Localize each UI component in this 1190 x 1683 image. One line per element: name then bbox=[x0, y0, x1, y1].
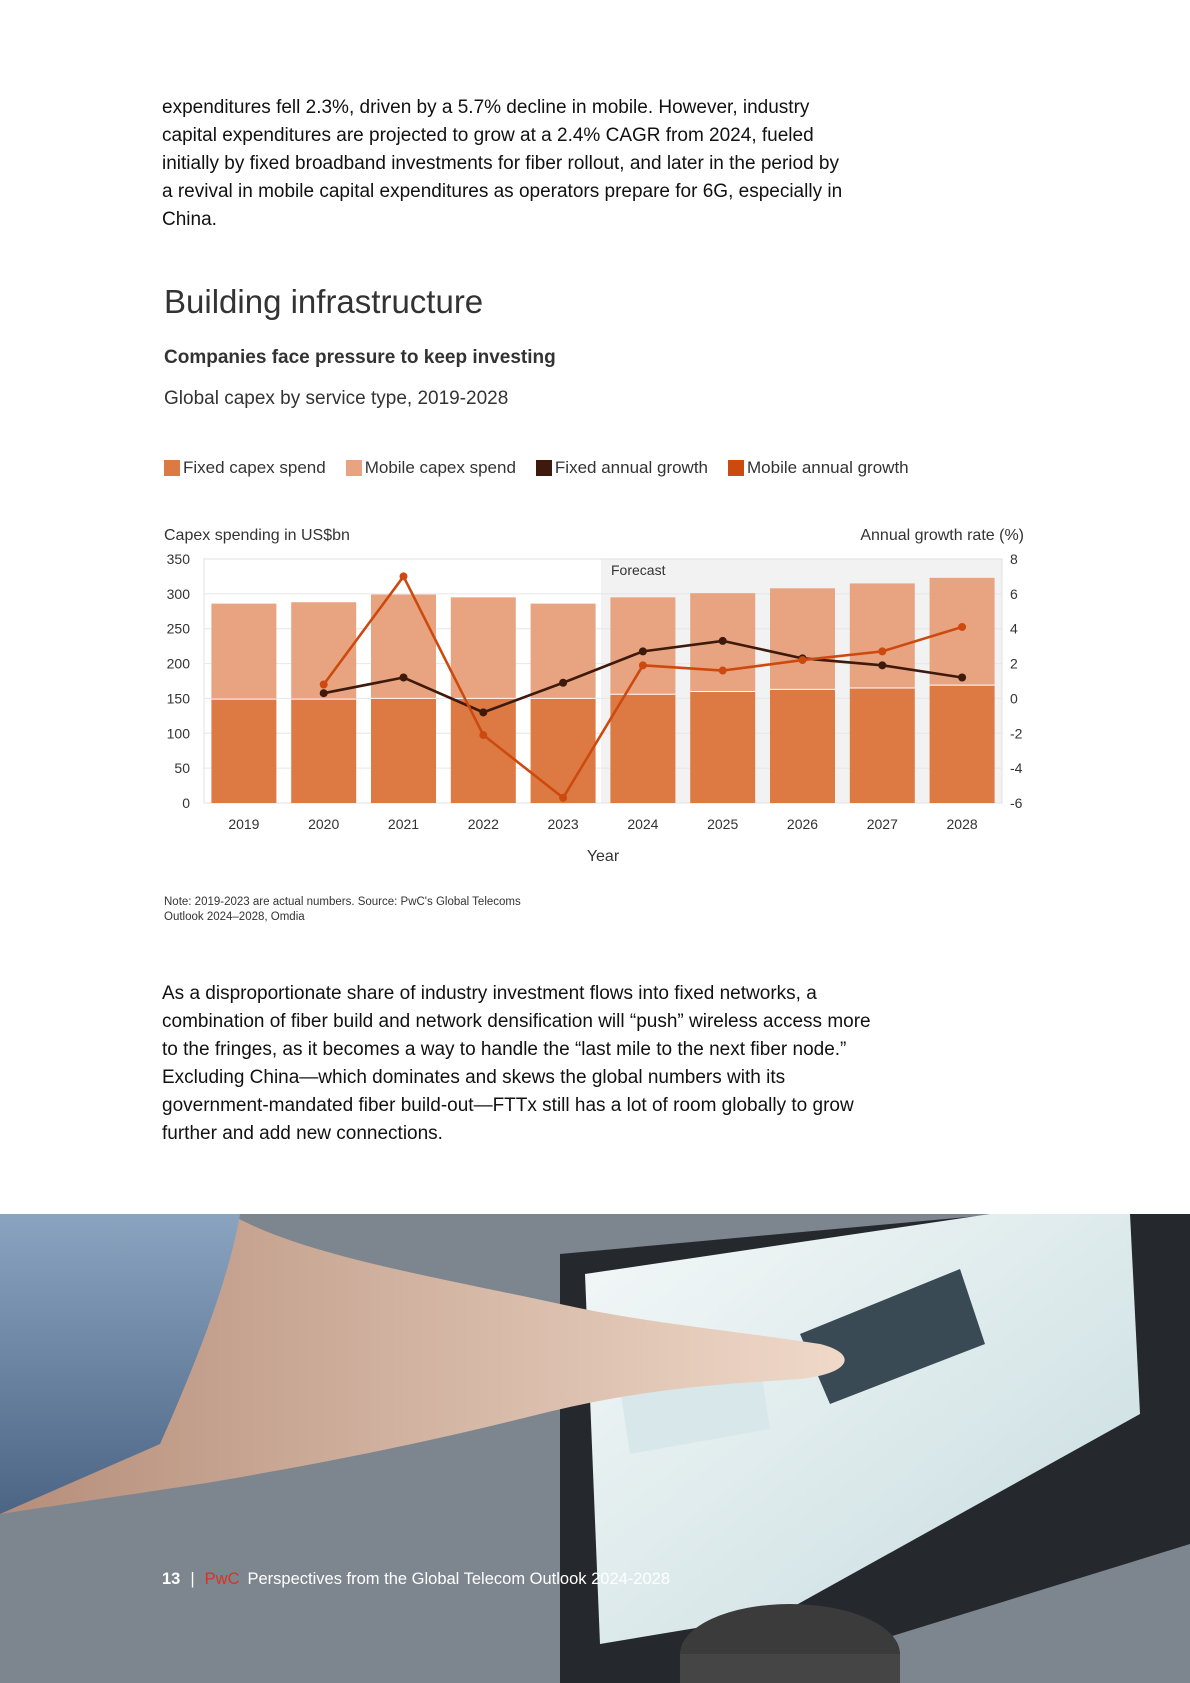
bar-fixed-capex bbox=[850, 688, 915, 803]
mobile-growth-point bbox=[320, 680, 328, 688]
intro-paragraph: expenditures fell 2.3%, driven by a 5.7% decline in mobile. However, industry capital expenditures are projected to grow at a 2.4% CAGR from 2024, fueled initially by fixed broadband investments for fiber rollout, and later in the period by a revival in mobile capital expenditures as operators prepare for 6G, especially in China. bbox=[162, 97, 843, 230]
chart-note: Note: 2019-2023 are actual numbers. Source: PwC's Global Telecoms Outlook 2024–2028, Omdia bbox=[164, 896, 521, 923]
legend-item-mobile-capex bbox=[346, 458, 516, 478]
capex-chart bbox=[0, 520, 1190, 870]
chart-subtitle: Global capex by service type, 2019-2028 bbox=[164, 388, 509, 409]
legend-label-mobile-capex: Mobile capex spend bbox=[364, 458, 516, 477]
y2-tick-label: -4 bbox=[1010, 760, 1023, 777]
body-paragraph: As a disproportionate share of industry investment flows into fixed networks, a combination of fiber build and network densification will “push” wireless access more to the fringes, as it becomes a way to handle the “last mile to the next fiber node.” Excluding China—which dominates and skews the global numbers with its government-mandated fiber build-out—FTTx still has a lot of room globally to grow further and add new connections. bbox=[162, 983, 871, 1144]
x-axis-title: Year bbox=[586, 848, 620, 865]
fixed-growth-point bbox=[400, 674, 408, 682]
y2-tick-label: -6 bbox=[1010, 795, 1023, 811]
bar-fixed-capex bbox=[930, 685, 995, 803]
x-tick-label: 2023 bbox=[547, 816, 579, 832]
y-tick-label: 150 bbox=[166, 690, 190, 707]
mobile-growth-point bbox=[559, 794, 567, 802]
mobile-growth-point bbox=[719, 667, 727, 675]
legend-swatch-mobile-capex bbox=[346, 460, 362, 476]
x-tick-label: 2021 bbox=[387, 816, 420, 832]
fixed-growth-point bbox=[559, 679, 567, 687]
x-tick-label: 2024 bbox=[627, 816, 659, 832]
x-tick-label: 2026 bbox=[786, 816, 819, 832]
y-tick-label: 250 bbox=[166, 620, 190, 637]
legend-swatch-mobile-growth bbox=[728, 460, 744, 476]
x-tick-label: 2027 bbox=[866, 816, 898, 832]
bar-mobile-capex bbox=[770, 588, 835, 689]
legend-swatch-fixed-growth bbox=[536, 460, 552, 476]
page-footer bbox=[162, 1570, 670, 1589]
fixed-growth-point bbox=[719, 637, 727, 645]
chart-legend bbox=[164, 458, 929, 478]
y2-tick-label: 8 bbox=[1010, 551, 1018, 567]
mobile-growth-point bbox=[799, 656, 807, 664]
fixed-growth-point bbox=[320, 689, 328, 697]
y2-tick-label: 2 bbox=[1010, 655, 1018, 672]
chart-heading: Companies face pressure to keep investing bbox=[164, 347, 556, 368]
legend-item-mobile-growth bbox=[728, 458, 909, 478]
legend-item-fixed-capex bbox=[164, 458, 326, 478]
bar-fixed-capex bbox=[690, 691, 755, 803]
legend-label-fixed-growth: Fixed annual growth bbox=[554, 458, 709, 477]
y2-tick-label: 4 bbox=[1010, 620, 1018, 637]
bar-fixed-capex bbox=[770, 689, 835, 803]
footer-title: Perspectives from the Global Telecom Outlook 2024-2028 bbox=[247, 1570, 671, 1588]
fixed-growth-point bbox=[878, 661, 886, 669]
x-tick-label: 2022 bbox=[467, 816, 499, 832]
legend-label-mobile-growth: Mobile annual growth bbox=[747, 458, 909, 477]
bar-mobile-capex bbox=[211, 604, 276, 700]
legend-item-fixed-growth bbox=[536, 458, 708, 478]
y-tick-label: 50 bbox=[174, 760, 190, 777]
brand-name: PwC bbox=[204, 1570, 240, 1588]
bar-fixed-capex bbox=[211, 699, 276, 803]
forecast-label: Forecast bbox=[611, 562, 666, 578]
legend-label-fixed-capex: Fixed capex spend bbox=[183, 458, 326, 477]
page-number: 13 bbox=[162, 1570, 181, 1588]
mobile-growth-point bbox=[958, 623, 966, 631]
y2-tick-label: 0 bbox=[1010, 690, 1018, 707]
mobile-growth-point bbox=[878, 647, 886, 655]
legend-swatch-fixed-capex bbox=[164, 460, 180, 476]
y2-axis-title: Annual growth rate (%) bbox=[860, 527, 1024, 544]
x-tick-label: 2028 bbox=[946, 816, 978, 832]
bar-mobile-capex bbox=[850, 583, 915, 688]
section-title: Building infrastructure bbox=[164, 283, 484, 320]
bar-mobile-capex bbox=[930, 578, 995, 685]
y-tick-label: 200 bbox=[166, 655, 190, 672]
bar-mobile-capex bbox=[451, 597, 516, 698]
fixed-growth-point bbox=[639, 647, 647, 655]
y2-tick-label: 6 bbox=[1010, 585, 1018, 602]
y-axis-title: Capex spending in US$bn bbox=[164, 527, 350, 544]
bar-fixed-capex bbox=[531, 698, 596, 803]
fixed-growth-point bbox=[479, 708, 487, 716]
fixed-growth-point bbox=[958, 674, 966, 682]
photo-hand-on-tablet-icon bbox=[0, 1214, 1190, 1683]
mobile-growth-point bbox=[479, 731, 487, 739]
y-tick-label: 350 bbox=[166, 551, 190, 567]
bar-fixed-capex bbox=[291, 699, 356, 803]
y-tick-label: 100 bbox=[166, 725, 190, 742]
y-tick-label: 300 bbox=[166, 585, 190, 602]
x-tick-label: 2019 bbox=[228, 816, 260, 832]
y-tick-label: 0 bbox=[182, 795, 190, 811]
y2-tick-label: -2 bbox=[1010, 725, 1023, 742]
hero-photo bbox=[0, 1214, 1190, 1683]
footer-separator: | bbox=[190, 1570, 195, 1588]
bar-mobile-capex bbox=[610, 597, 675, 694]
mobile-growth-point bbox=[400, 572, 408, 580]
bar-fixed-capex bbox=[371, 698, 436, 803]
bar-fixed-capex bbox=[610, 694, 675, 803]
mobile-growth-point bbox=[639, 661, 647, 669]
x-tick-label: 2020 bbox=[308, 816, 340, 832]
x-tick-label: 2025 bbox=[707, 816, 739, 832]
